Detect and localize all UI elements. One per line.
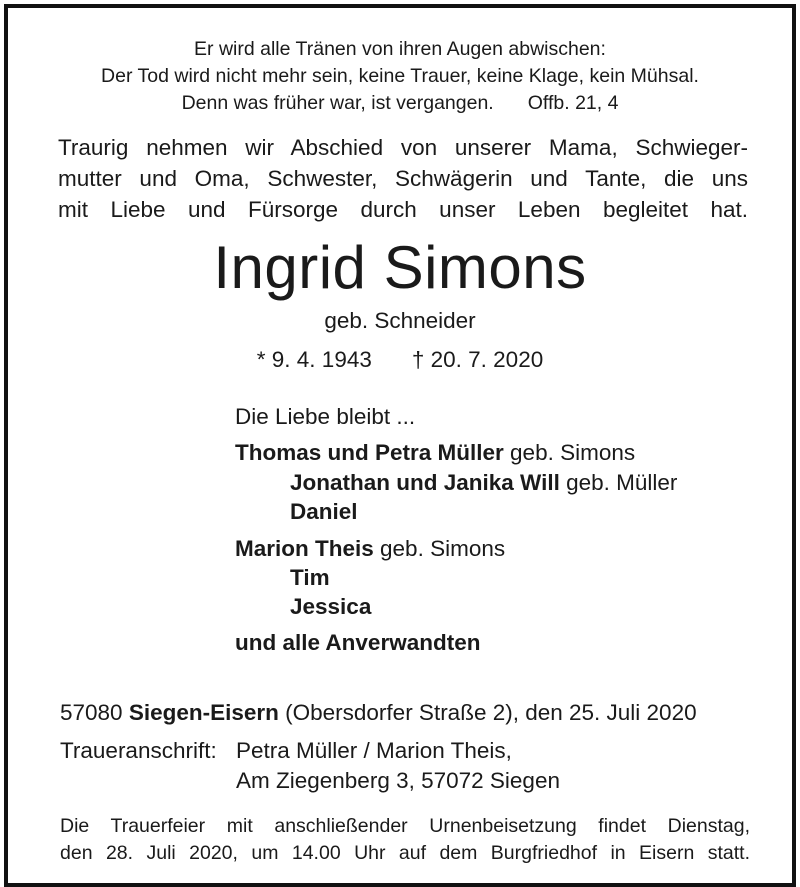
family-entry-4-suffix: geb. Simons (373, 536, 506, 561)
verse-line-3 (8, 90, 792, 117)
maiden-name: geb. Schneider (324, 308, 476, 333)
family-entry-5-name: Tim (290, 565, 330, 590)
deceased-name: Ingrid Simons (213, 234, 587, 301)
family-entry-2-name: Jonathan und Janika Will (290, 470, 560, 495)
family-closing (235, 628, 480, 658)
address-label: Traueranschrift: (60, 738, 217, 763)
verse-reference: Offb. 21, 4 (527, 92, 619, 114)
family-entry-3-name: Daniel (290, 499, 358, 524)
intro-line-3: mit Liebe und Fürsorge durch unser Leben begleitet hat. (58, 197, 748, 222)
family-entry-1-suffix: geb. Simons (503, 440, 636, 465)
funeral-line-1: Die Trauerfeier mit anschließender Urnenbeisetzung findet Dienstag, (60, 815, 750, 837)
birth-date: * 9. 4. 1943 (256, 347, 372, 372)
death-date: † 20. 7. 2020 (411, 347, 544, 372)
funeral-line-2: den 28. Juli 2020, um 14.00 Uhr auf dem Burgfriedhof in Eisern statt. (60, 842, 750, 864)
verse-line-1: Er wird alle Tränen von ihren Augen abwischen: (194, 38, 606, 60)
family-entry-4 (235, 534, 505, 564)
family-entry-2 (290, 468, 677, 498)
family-entry-1-name: Thomas und Petra Müller (235, 440, 504, 465)
family-entry-5 (290, 563, 330, 593)
obituary-frame (4, 4, 796, 887)
family-entry-1 (235, 438, 635, 468)
family-entry-6-name: Jessica (290, 594, 372, 619)
family-entry-6 (290, 592, 371, 622)
place-date-line (60, 698, 697, 728)
place-rest: (Obersdorfer Straße 2), den 25. Juli 2020 (278, 700, 697, 725)
family-entry-2-suffix: geb. Müller (559, 470, 678, 495)
family-motto: Die Liebe bleibt ... (235, 404, 416, 429)
family-closing-text: und alle Anverwandten (235, 630, 481, 655)
family-entry-3 (290, 497, 358, 527)
place-zip: 57080 (60, 700, 129, 725)
address-line-2: Am Ziegenberg 3, 57072 Siegen (236, 768, 560, 793)
family-entry-4-name: Marion Theis (235, 536, 374, 561)
verse-line-2: Der Tod wird nicht mehr sein, keine Trauer, keine Klage, kein Mühsal. (101, 65, 699, 87)
place-city: Siegen-Eisern (128, 700, 279, 725)
address-line-1: Petra Müller / Marion Theis, (236, 738, 512, 763)
verse-text: Denn was früher war, ist vergangen. (181, 92, 494, 114)
life-dates (8, 345, 792, 375)
intro-line-1: Traurig nehmen wir Abschied von unserer Mama, Schwieger- (58, 135, 748, 160)
intro-line-2: mutter und Oma, Schwester, Schwägerin und Tante, die uns (58, 166, 748, 191)
